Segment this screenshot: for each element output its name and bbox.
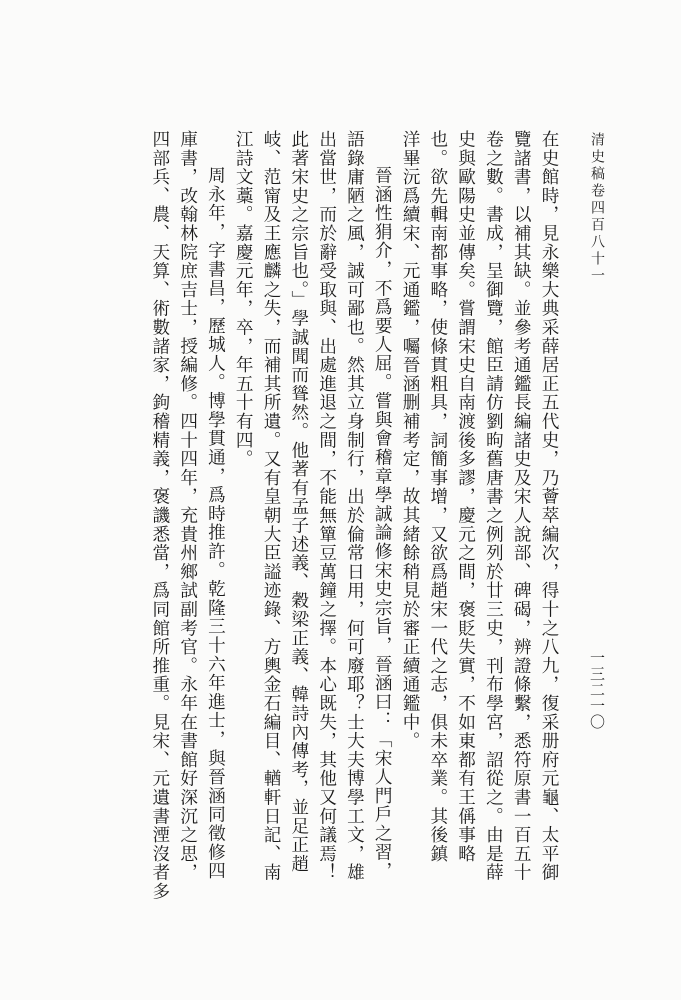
text-column: 卷之數。書成，呈御覽，館臣請仿劉昫舊唐書之例列於廿三史，刊布學宮，詔從之。由是薛 — [483, 130, 504, 882]
text-column: 在史館時，見永樂大典采薛居正五代史，乃薈萃編次，得十之八九，復采册府元龜、太平御 — [539, 130, 559, 882]
text-column: 出當世，而於辭受取與、出處進退之間，不能無簞豆萬鐘之擇。本心既失，其他又何議焉！ — [316, 130, 337, 882]
text-column: 周永年，字書昌，歷城人。博學貫通，爲時推許。乾隆三十六年進士，與晉涵同徵修四 — [205, 166, 226, 881]
text-column: 江詩文藁。嘉慶元年，卒，年五十有四。 — [233, 130, 254, 469]
text-column: 洋畢沅爲續宋、元通鑑，囑晉涵删補考定，故其緒餘稍見於審正續通鑑中。 — [400, 130, 421, 751]
running-header-title: 清史稿卷四百八十一 — [589, 132, 605, 285]
text-column: 庫書，改翰林院庶吉士，授編修。四十四年，充貴州鄉試副考官。永年在書館好深沉之思， — [177, 130, 198, 882]
page-number: 一三二一〇 — [588, 650, 606, 730]
text-column: 覽諸書，以補其缺。並參考通鑑長編諸史及宋人說部、碑碣，辨證條繫，悉符原書一百五十 — [511, 130, 532, 882]
body-text — [92, 130, 562, 905]
text-column: 也。欲先輯南都事略，使條貫粗具，詞簡事增，又欲爲趙宋一代之志，俱未卒業。其後鎮 — [427, 130, 448, 864]
text-column: 晉涵性狷介，不爲要人屈。嘗與會稽章學誠論修宋史宗旨，晉涵曰：「宋人門戶之習， — [372, 166, 393, 881]
text-column: 此著宋史之宗旨也。」學誠聞而聳然。他著有孟子述義、穀梁正義、韓詩內傳考，並足正趙 — [288, 130, 309, 874]
text-column: 語錄庸陋之風，誠可鄙也。然其立身制行，出於倫常日用，何可廢耶？士大夫博學工文，雄 — [344, 130, 365, 882]
text-column: 史與歐陽史並傳矣。嘗謂宋史自南渡後多謬，慶元之間，褒貶失實，不如東都有王偁事略 — [455, 130, 476, 864]
text-column: 四部兵、農、天算、術數諸家，鉤稽精義，褒譏悉當，爲同館所推重。見宋、元遺書湮沒者多 — [149, 130, 170, 901]
text-column: 岐、范甯及王應麟之失，而補其所遺。又有皇朝大臣謚迹錄、方輿金石編目、輶軒日記、南 — [261, 130, 282, 882]
